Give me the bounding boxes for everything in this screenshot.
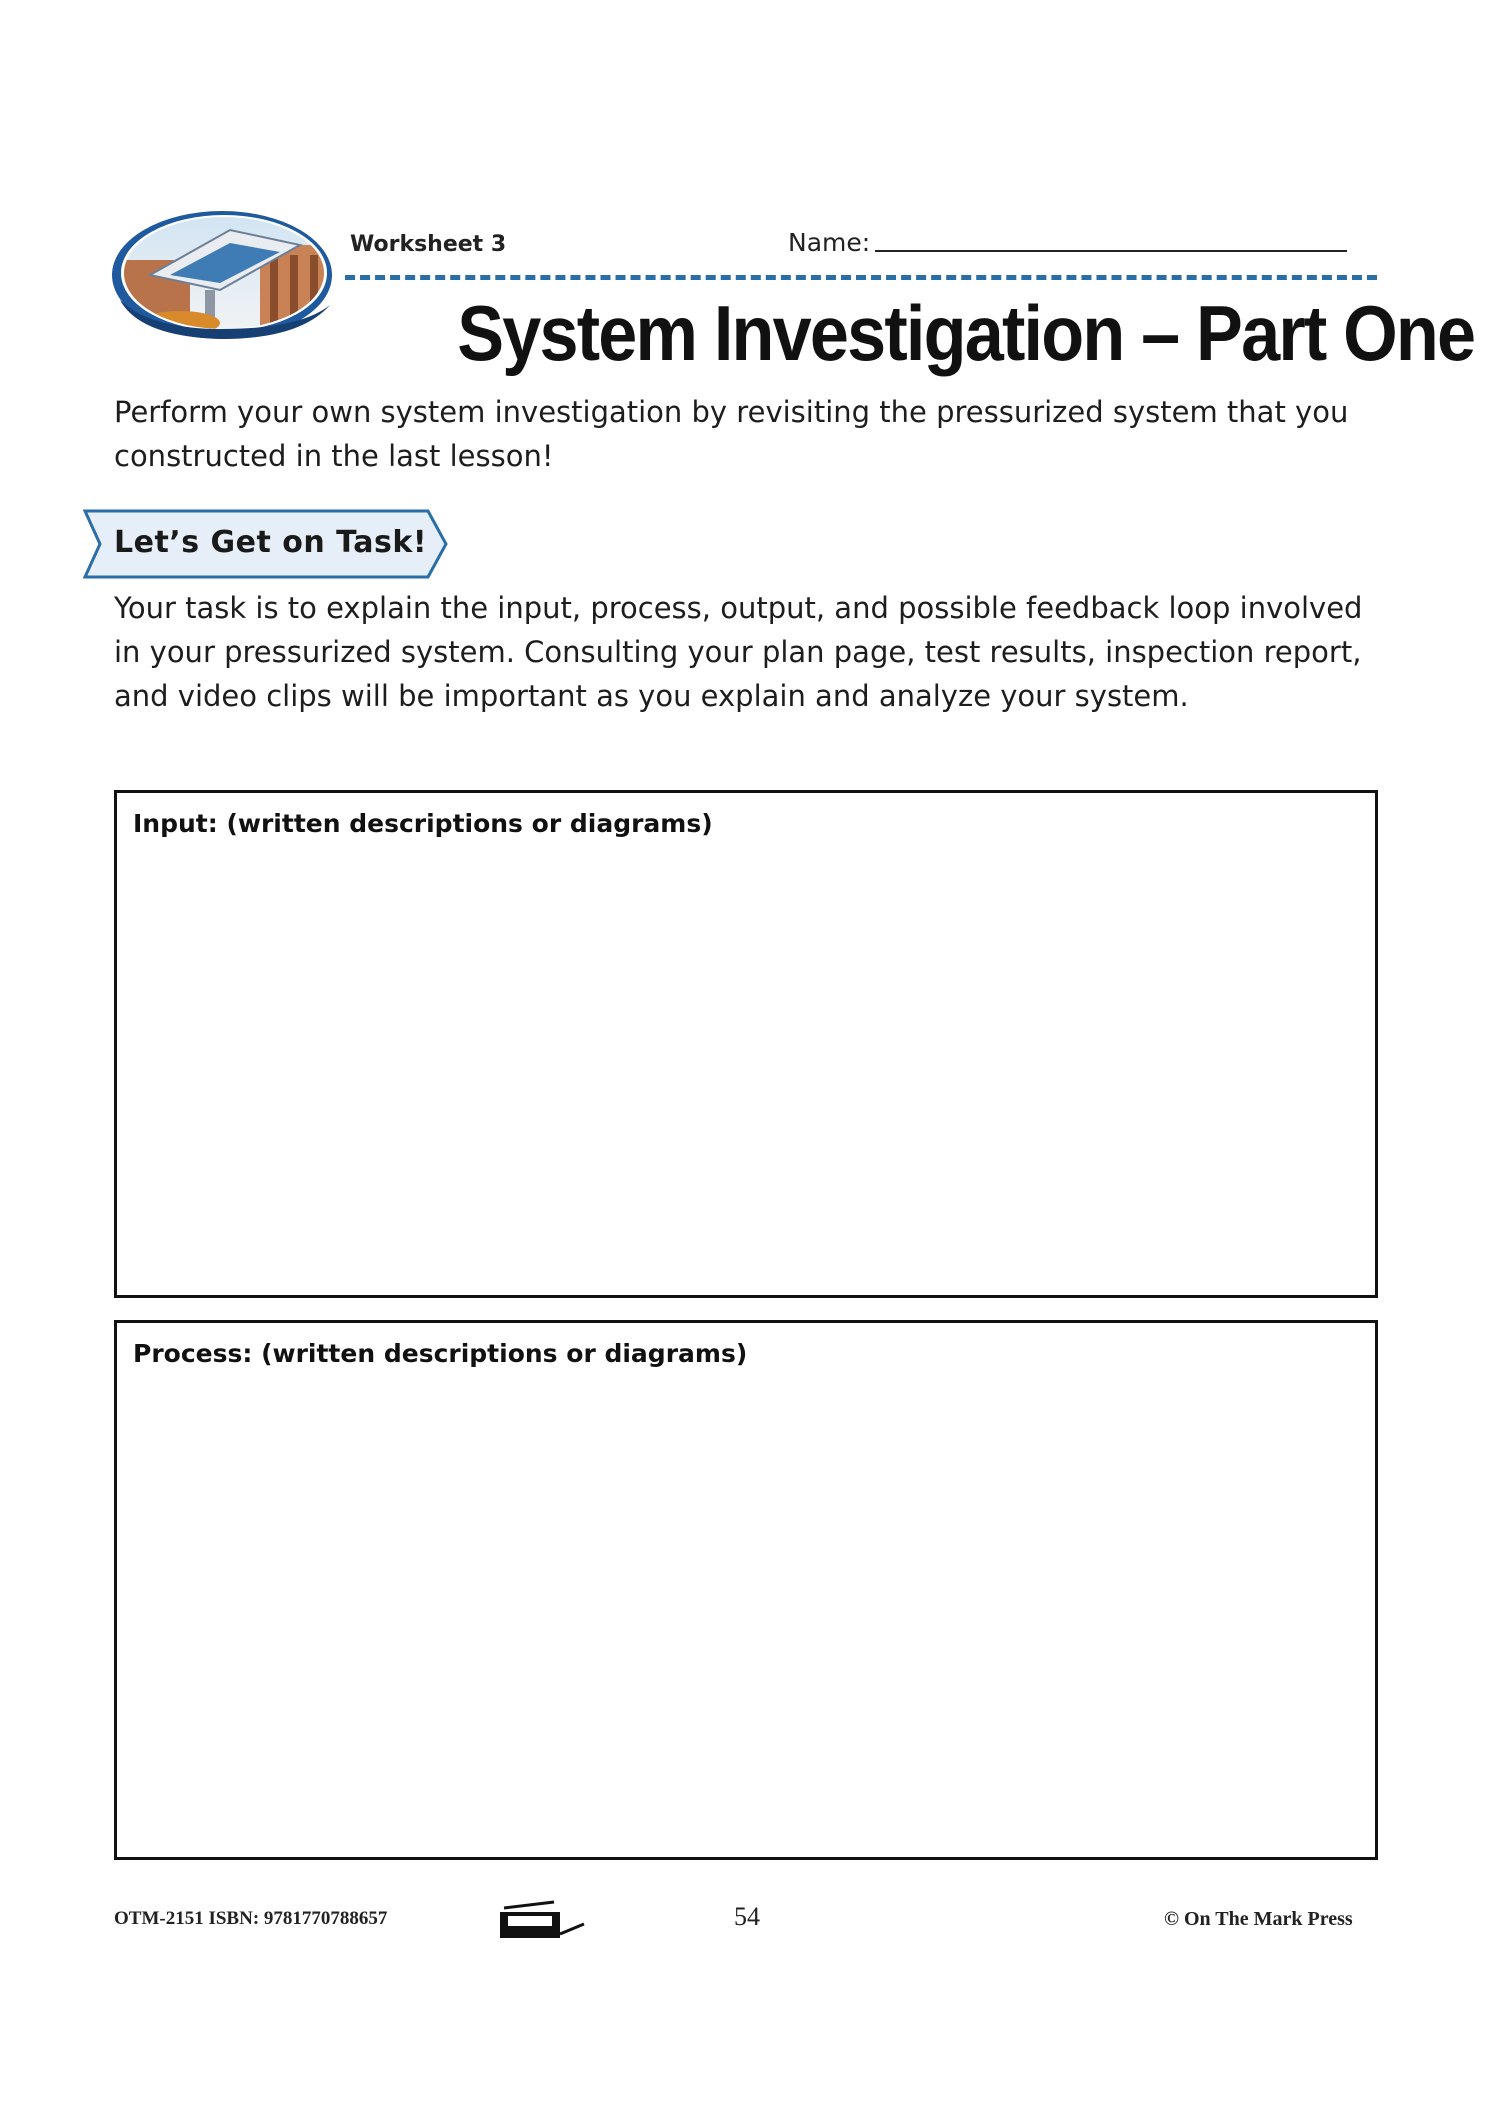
task-banner-label: Let’s Get on Task! [114,525,427,560]
intro-paragraph: Perform your own system investigation by revisiting the pressurized system that you constructed in the last lesson! [114,395,1349,473]
task-paragraph: Your task is to explain the input, process, output, and possible feedback loop involved in your pressurized system. Consulting your plan page, test results, inspection report, and video clips will be important as you explain and analyze your system. [114,591,1363,713]
page-number: 54 [734,1902,760,1931]
input-answer-box[interactable] [114,790,1378,1298]
input-box-label: Input: (written descriptions or diagrams) [133,809,713,838]
process-box-label: Process: (written descriptions or diagrams) [133,1339,748,1368]
page-title: System Investigation – Part One [457,289,1475,377]
copier-icon [498,1898,588,1940]
process-answer-box[interactable] [114,1320,1378,1860]
name-field-line[interactable] [875,250,1347,252]
worksheet-label: Worksheet 3 [350,232,507,257]
footer-isbn: OTM-2151 ISBN: 9781770788657 [114,1908,388,1929]
header-divider [345,275,1377,280]
name-label: Name: [788,228,871,257]
monorail-photo-icon [110,205,335,340]
footer-copyright: © On The Mark Press [1164,1908,1353,1930]
